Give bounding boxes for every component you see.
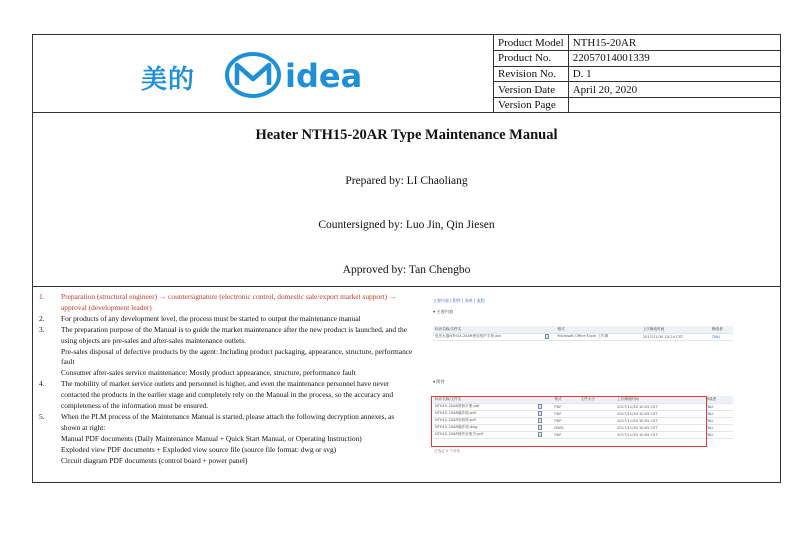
table-cell: PDF [552,431,578,438]
info-row-version-date [494,82,781,98]
item-text: The mobility of market service outlets and personnel is higher, and even the maintenance personnel have never contacted the products in the earlier stage and completely rely on the Manual in the process, so the accuracy and completeness of the information must be ensured. [61,379,394,411]
table-cell: DWG [552,424,578,431]
logo-chinese-text: 美的 [141,65,196,95]
info-label: Version Page [494,97,569,113]
item-number: 4. [39,379,45,389]
prepared-by: Prepared by: LI Chaoliang [345,175,468,187]
table-cell: 电热水器NTH15-20AR使用维护手册.doc [433,333,543,340]
info-value: 22057014001339 [568,51,780,67]
table-cell: Microsoft Office Excel 工作簿 [556,333,641,340]
info-row-product-no [494,51,781,67]
column-header: 修改者 [710,326,733,333]
instruction-item [39,314,415,325]
table-cell: 2017/11/30 10:05 CST [615,431,703,438]
item-number: 3. [39,324,45,334]
table-row [433,333,733,340]
column-header: 标识名称/文件名 [433,396,536,403]
table-cell: 2017/11/30 10:05 CST [615,410,703,417]
product-info-table [493,35,780,113]
file-icon [545,334,549,339]
instruction-list [39,292,415,467]
table-cell: 2017/11/30 10:05 CST [615,417,703,424]
table-cell: NTH15-20AR电路图.pdf [433,417,536,424]
screenshot-breadcrumb: 主要内容 | 附件 | 表单 | 流程 [433,298,485,303]
info-label: Revision No. [494,66,569,82]
midea-logo-mark [223,51,413,99]
column-header: 格式 [556,326,641,333]
item-text: For products of any development level, the process must be started to output the maintenance manual [61,313,361,323]
info-label: Version Date [494,82,569,98]
table-cell: TNLI [704,424,734,431]
table-cell: PDF [552,417,578,424]
info-value [568,97,780,113]
countersigned-by: Countersigned by: Luo Jin, Qin Jiesen [318,219,495,231]
table-cell: 2017/11/30 10:24 CST [641,333,710,340]
column-header: 格式 [552,396,578,403]
table-cell: NTH15-20AR爆炸图.dwg [433,424,536,431]
item-text: The preparation purpose of the Manual is to guide the market maintenance after the new product is launched, and the using objects are pre-sales and after-sales maintenance outlets. [61,324,408,345]
screenshot-section-title: ▾ 附件 [433,379,445,384]
table-cell: PDF [552,410,578,417]
info-row-product-model [494,35,781,51]
instruction-item [39,325,415,347]
instruction-subitem: Consumer after-sales service maintenance: Mostly product appearance, structure, performance fault [61,368,356,378]
item-text: Preparation (structural engineer) → countersignature (electronic control, domestic sale/export market support) → approval (development leader) [61,292,397,312]
item-number: 2. [39,313,45,323]
midea-logo [33,35,493,113]
table-cell: TNLI [710,333,733,340]
item-text: When the PLM process of the Maintenance Manual is started, please attach the following decryption annexes, as shown at right: [61,411,395,432]
document-page [32,34,781,483]
document-header [33,35,780,113]
table-cell: NTH15-20AR爆炸图.pdf [433,410,536,417]
info-value: D. 1 [568,66,780,82]
column-header [543,326,555,333]
info-row-version-page [494,97,781,113]
instruction-subitem: Exploded view PDF documents + Exploded view source file (source file format: dwg or svg) [61,444,337,454]
instruction-item [39,412,415,434]
svg-text:idea: idea [285,57,363,95]
document-title: Heater NTH15-20AR Type Maintenance Manual [255,127,558,143]
table-header-row [433,326,733,333]
approved-by: Approved by: Tan Chengbo [342,264,471,276]
info-row-revision-no [494,66,781,82]
instruction-subitem: Manual PDF documents (Daily Maintenance Manual + Quick Start Manual, or Operating Instruction) [61,433,362,443]
column-header: 上次修改时间 [615,396,703,403]
table-cell: TNLI [704,410,734,417]
table-cell: 2017/11/30 10:05 CST [615,403,703,410]
table-cell: TNLI [704,431,734,438]
item-number: 1. [39,292,45,301]
column-header: 上次修改时间 [641,326,710,333]
screenshot-footer: 已选定 0 个对象 [434,449,461,453]
table-cell: NTH15-20AR操作说明书.pdf [433,431,536,438]
screenshot-section-title: ▾ 主要内容 [433,309,454,314]
table-cell: 2017/11/30 10:05 CST [615,424,703,431]
table-cell: TNLI [704,417,734,424]
table-cell [543,333,555,340]
plm-attachment-screenshot [431,295,776,470]
info-label: Product No. [494,51,569,67]
info-label: Product Model [494,35,569,51]
instruction-item [39,292,415,314]
info-value: NTH15-20AR [568,35,780,51]
screenshot-main-content-table [433,326,733,341]
instruction-item [39,379,415,412]
table-cell: PDF [552,403,578,410]
column-header: 文件大小 [579,396,616,403]
info-value: April 20, 2020 [568,82,780,98]
column-header: 标识名称/文件名 [433,326,543,333]
column-header: 修改者 [704,396,734,403]
table-cell: NTH15-20AR维修手册.pdf [433,403,536,410]
instruction-subitem: Circuit diagram PDF documents (control board + power panel) [61,455,248,465]
table-cell: TNLI [704,403,734,410]
title-block [33,113,780,287]
instruction-subitem: Pre-sales disposal of defective products by the agent: Including product packaging, appearance, structure, performance fault [61,346,413,367]
instructions-section [33,287,780,482]
attachments-highlight-box [431,396,707,447]
item-number: 5. [39,411,45,421]
